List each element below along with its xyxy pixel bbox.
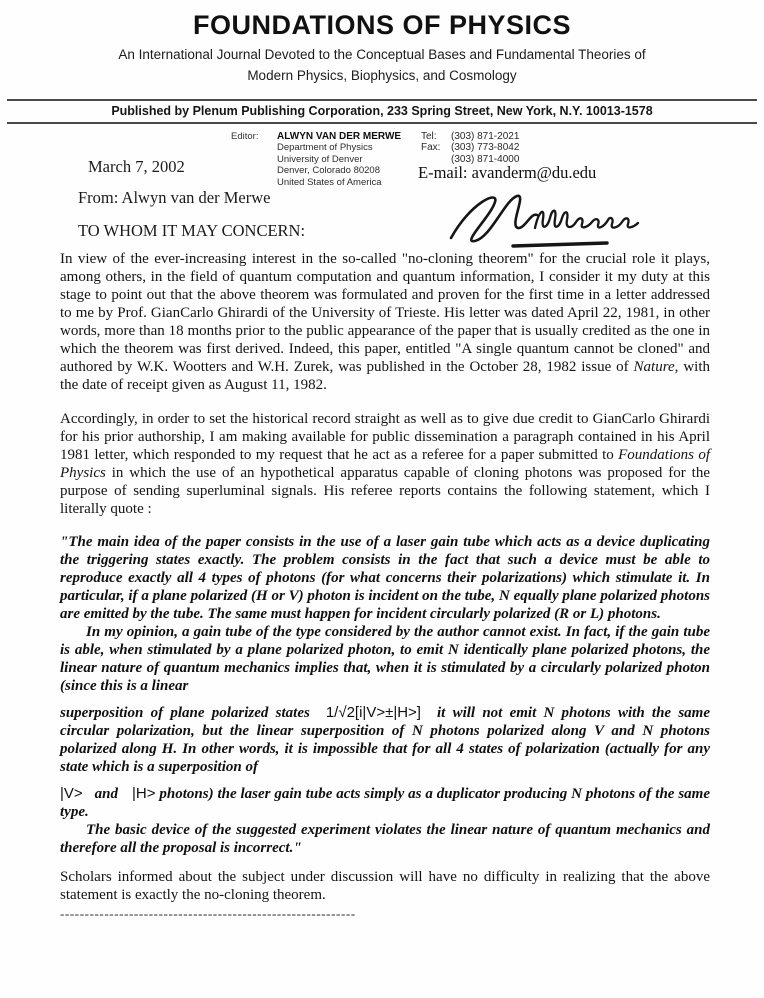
tel-number: (303) 871-2021 xyxy=(451,130,520,142)
editor-address-block xyxy=(277,131,401,189)
p2-text: Accordingly, in order to set the historical record straight as well as to give due credit to GianCarlo Ghirardi for his prior authorship, I am making available for public dissemination a paragraph contained in his April 1981 letter, which responded to my request that he act as a referee for a paper submitted to xyxy=(60,411,710,463)
p1-text-end: with the date of receipt given as August 11, 1982. xyxy=(60,359,710,393)
dashed-separator: ------------------------------------------------------------ xyxy=(60,906,356,921)
paragraph-2 xyxy=(60,410,710,518)
editor-address-line: University of Denver xyxy=(277,153,363,165)
quote-paragraph-b1: In my opinion, a gain tube of the type considered by the author cannot exist. In fact, if the gain tube is able, when stimulated by a plane polarized photon, to emit N identically plane polarized photons, the linear nature of quantum mechanics implies that, when it is stimulated by a circularly polarized photon (since this is a linear xyxy=(60,624,710,694)
superposition-formula: 1/√2[i|V>±|H>] xyxy=(325,704,421,721)
alt-phone-number: (303) 871-4000 xyxy=(451,153,520,165)
letter-date: March 7, 2002 xyxy=(88,156,185,176)
quote-paragraph-c: The basic device of the suggested experiment violates the linear nature of quantum mechanics and therefore all the proposal is incorrect." xyxy=(60,822,710,856)
contact-block xyxy=(421,131,519,166)
tel-label: Tel: xyxy=(421,130,437,142)
quote-and-word: and xyxy=(94,786,119,802)
quote-b2-text: superposition of plane polarized states xyxy=(60,705,310,721)
publisher-rule-bar xyxy=(7,99,757,124)
fax-label: Fax: xyxy=(421,142,441,154)
journal-subtitle xyxy=(0,45,764,87)
publisher-line: Published by Plenum Publishing Corporation, 233 Spring Street, New York, N.Y. 10013-1578 xyxy=(111,103,653,118)
journal-subtitle-line2: Modern Physics, Biophysics, and Cosmology xyxy=(247,67,517,83)
quote-paragraph-a: "The main idea of the paper consists in the use of a laser gain tube which acts as a device duplicating the triggering states exactly. The problem consists in the fact that such a device must be able to reproduce exactly all 4 types of photons (for what concerns their polarizations) which stimulate it. In particular, if a plane polarized (H or V) photon is incident on the tube, N equally plane polarized photons are emitted by the tube. The same must happen for incident circularly polarized (R or L) photons. xyxy=(60,534,710,622)
fax-number: (303) 773-8042 xyxy=(451,142,520,154)
tel-row xyxy=(421,131,519,143)
paragraph-1 xyxy=(60,250,710,394)
p1-text: In view of the ever-increasing interest in the so-called "no-cloning theorem" for the crucial role it plays, among others, in the field of quantum computation and quantum information, I consider it my duty at this stage to point out that the above theorem was formulated and proven for the first time in a letter addressed to me by Prof. GianCarlo Ghirardi of the University of Trieste. His letter was dated April 22, 1981, in other words, more than 18 months prior to the public appearance of the paper that is usually credited as the one in which the theorem was first derived. Indeed, this paper, entitled "A single quantum cannot be cloned" and authored by W.K. Wootters and W.H. Zurek, was published in the October 28, 1982 issue of xyxy=(60,251,710,375)
journal-subtitle-line1: An International Journal Devoted to the Conceptual Bases and Fundamental Theories of xyxy=(118,47,646,62)
quote-paragraph-b2 xyxy=(60,704,710,776)
quote-paragraph-b3 xyxy=(60,785,710,821)
email-line: E-mail: avanderm@du.edu xyxy=(418,162,597,182)
ket-h: |H> xyxy=(132,785,156,802)
journal-title: FOUNDATIONS OF PHYSICS xyxy=(192,10,572,40)
editor-name: ALWYN VAN DER MERWE xyxy=(277,130,402,142)
letter-body xyxy=(60,250,710,923)
salutation: TO WHOM IT MAY CONCERN: xyxy=(78,221,306,240)
fax-row xyxy=(421,142,519,154)
editor-label: Editor: xyxy=(231,130,259,142)
from-line: From: Alwyn van der Merwe xyxy=(78,188,271,207)
p2-text-end: in which the use of an hypothetical apparatus capable of cloning photons was proposed for the purpose of sending superluminal signals. His referee reports contains the following statement, which I literally quote : xyxy=(60,465,710,517)
editor-address-line: United States of America xyxy=(277,176,382,188)
ket-v: |V> xyxy=(60,785,83,802)
journal-name-italic: Nature, xyxy=(633,359,679,375)
journal-name-italic: Foundations of Physics xyxy=(60,447,710,481)
editor-address-line: Department of Physics xyxy=(277,142,373,154)
signature-image xyxy=(445,190,645,252)
quote-b2-text-end: it will not emit N photons with the same circular polarization, but the linear superposition of N photons polarized along V and N photons polarized along H. In other words, it is impossible that for all 4 states of polarization (actually for any state which is a superposition of xyxy=(60,705,710,775)
editor-address-line: Denver, Colorado 80208 xyxy=(277,165,380,177)
quote-b3-text: photons) the laser gain tube acts simply as a duplicator producing N photons of the same type. xyxy=(60,786,710,820)
closing-paragraph: Scholars informed about the subject under discussion will have no difficulty in realizing that the above statement is exactly the no-cloning theorem. xyxy=(60,869,710,903)
